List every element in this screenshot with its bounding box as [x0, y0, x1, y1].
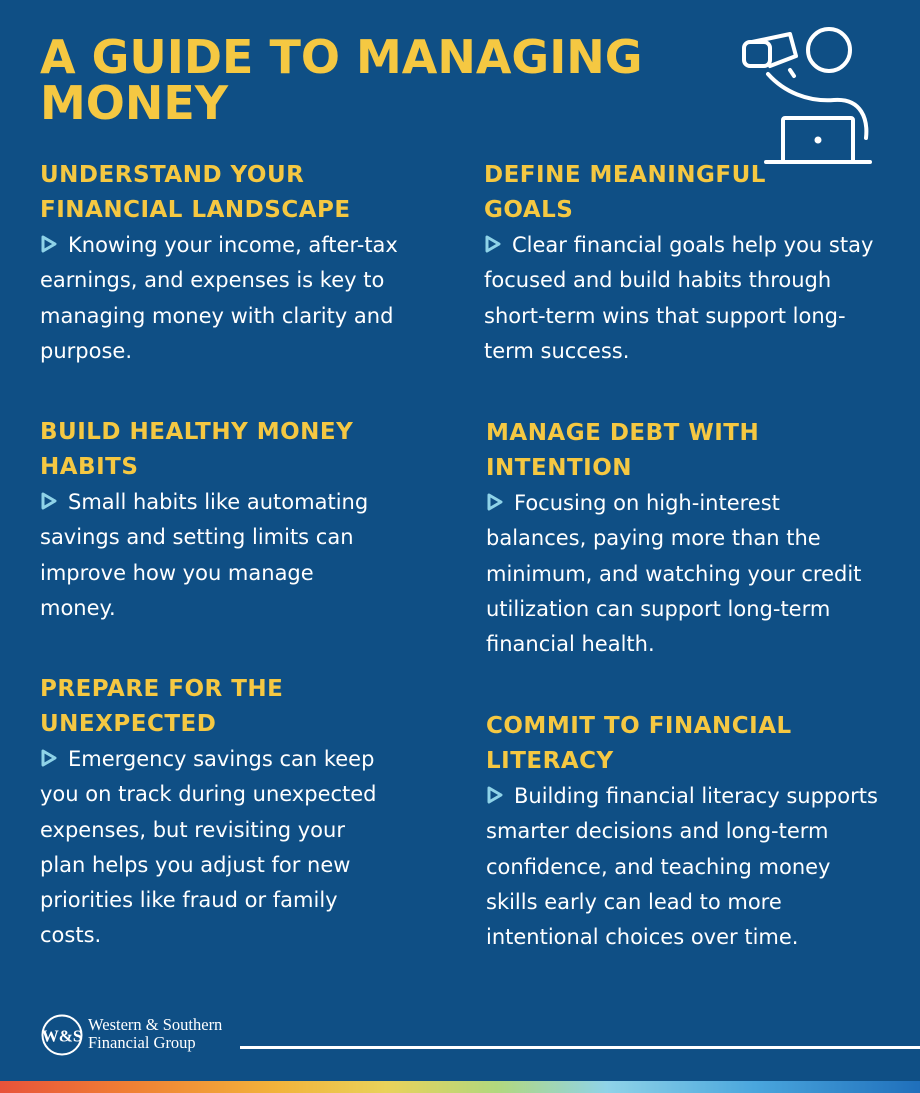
section-body-text: Focusing on high-interest balances, paying more than the minimum, and watching your credit utilization can support long-term financial health.: [486, 491, 862, 657]
play-bullet-icon: [40, 748, 58, 768]
section-meaningful-goals: [484, 158, 884, 369]
play-bullet-icon: [40, 234, 58, 254]
play-bullet-icon: [486, 785, 504, 805]
section-body: [484, 228, 879, 369]
ws-logo-mark-icon: [40, 1013, 84, 1057]
company-name-line1: Western & Southern: [88, 1015, 223, 1034]
section-body-text: Knowing your income, after-tax earnings, and expenses is key to managing money with clarity and purpose.: [40, 233, 398, 363]
section-body-text: Building financial literacy supports smarter decisions and long-term confidence, and teaching money skills early can lead to more intentional choices over time.: [486, 784, 878, 950]
section-body: [40, 742, 385, 954]
section-money-habits: [40, 415, 460, 626]
section-financial-landscape: [40, 158, 460, 369]
footer-divider: [240, 1046, 920, 1049]
section-body-text: Small habits like automating savings and setting limits can improve how you manage money.: [40, 490, 369, 620]
play-bullet-icon: [40, 491, 58, 511]
section-body-text: Emergency savings can keep you on track during unexpected expenses, but revisiting your plan helps you adjust for new priorities like fraud or family costs.: [40, 747, 377, 948]
section-body: [40, 228, 450, 369]
section-body: [486, 486, 876, 662]
play-bullet-icon: [484, 234, 502, 254]
footer-gradient-bar: [0, 1081, 920, 1093]
section-heading: COMMIT TO FINANCIAL LITERACY: [486, 713, 792, 774]
person-laptop-binoculars-icon: [738, 20, 878, 172]
section-body: [40, 485, 370, 626]
section-body-text: Clear financial goals help you stay focused and build habits through short-term wins that support long-term success.: [484, 233, 874, 363]
company-name-line2: Financial Group: [88, 1033, 196, 1052]
section-heading: PREPARE FOR THE UNEXPECTED: [40, 676, 284, 737]
section-manage-debt: [486, 416, 886, 662]
section-heading: DEFINE MEANINGFUL GOALS: [484, 162, 766, 223]
section-body: [486, 779, 886, 955]
section-heading: BUILD HEALTHY MONEY HABITS: [40, 419, 354, 480]
page-title: A GUIDE TO MANAGING MONEY: [40, 30, 643, 130]
play-bullet-icon: [486, 492, 504, 512]
section-heading: UNDERSTAND YOUR FINANCIAL LANDSCAPE: [40, 162, 351, 223]
section-prepare-unexpected: [40, 672, 460, 954]
section-heading: MANAGE DEBT WITH INTENTION: [486, 420, 760, 481]
section-financial-literacy: [486, 709, 896, 955]
logo-mark-text: W&S: [41, 1026, 83, 1046]
